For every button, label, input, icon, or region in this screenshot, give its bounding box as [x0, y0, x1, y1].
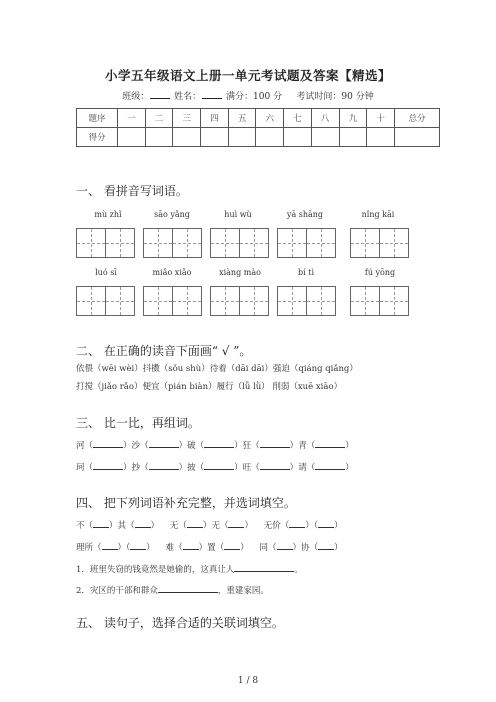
answer-blank[interactable]	[204, 460, 234, 470]
answer-blank[interactable]	[204, 438, 234, 448]
writing-grid[interactable]	[210, 286, 269, 316]
pinyin-label: bí tì	[298, 268, 314, 277]
answer-blank[interactable]	[93, 460, 123, 470]
score-header-cell: 二	[145, 109, 173, 128]
answer-blank[interactable]	[102, 540, 118, 550]
score-table	[76, 108, 440, 147]
idiom-part: 理所	[76, 543, 94, 553]
char: 请	[298, 463, 307, 473]
idiom-part: 不	[76, 521, 85, 531]
fill-sentence-1: 1．班里失窃的钱竟然是她偷的，这真让人 。	[76, 562, 303, 575]
idiom-part: 协	[301, 543, 310, 553]
idiom-part: 同	[259, 543, 269, 553]
answer-blank[interactable]	[234, 562, 294, 572]
score-row-label: 得分	[77, 128, 118, 147]
answer-blank[interactable]	[228, 518, 244, 528]
score-header-cell: 一	[118, 109, 146, 128]
char: 沙	[131, 441, 141, 451]
answer-blank[interactable]	[315, 460, 345, 470]
score-header-cell: 八	[311, 109, 339, 128]
answer-blank[interactable]	[318, 540, 334, 550]
writing-grid[interactable]	[76, 228, 135, 258]
pinyin-label: miǎo xiǎo	[152, 268, 192, 277]
reading-line: 依偎（wēi wèi）抖擞（sǒu shù）待着（dāi dāi）强迫（qiáng qiǎng）	[76, 364, 358, 374]
exam-time: 考试时间：90 分钟	[296, 92, 374, 102]
pinyin-label: luó sī	[95, 268, 117, 277]
idiom-part: 难	[165, 543, 175, 553]
name-label: 姓名：	[174, 92, 202, 102]
idiom-part: 无	[169, 521, 179, 531]
char: 旺	[242, 463, 252, 473]
answer-blank[interactable]	[224, 540, 240, 550]
idiom-row: 理所（ ）（ ） 难（ ）置（ ） 同（ ）协（ ）	[76, 540, 343, 553]
reading-line: 打搅（jiǎo rǎo）便宜（pián biàn）履行（lǚ lǜ） 削弱（xuē xiāo）	[76, 382, 343, 392]
answer-blank[interactable]	[135, 518, 151, 528]
score-cell[interactable]	[145, 128, 173, 147]
char: 抄	[131, 463, 141, 473]
answer-blank[interactable]	[93, 518, 109, 528]
idiom-part: 无价	[263, 521, 281, 531]
score-row	[77, 128, 440, 147]
pinyin-label: yā shāng	[286, 210, 324, 219]
answer-blank[interactable]	[260, 438, 290, 448]
answer-blank[interactable]	[289, 518, 305, 528]
score-header-cell: 七	[284, 109, 312, 128]
pinyin-label: mù zhǐ	[94, 210, 122, 219]
score-cell[interactable]	[173, 128, 201, 147]
idiom-part: 置	[207, 543, 216, 553]
class-blank[interactable]	[150, 89, 170, 99]
char: 青	[298, 441, 307, 451]
answer-blank[interactable]	[318, 518, 334, 528]
answer-blank[interactable]	[130, 540, 146, 550]
idiom-row: 不（ ）其（ ） 无（ ）无（ ） 无价（ ）（ ）	[76, 518, 343, 531]
idiom-part: 其	[117, 521, 127, 531]
answer-blank[interactable]	[93, 438, 123, 448]
writing-grid[interactable]	[210, 228, 269, 258]
class-label: 班级：	[122, 92, 150, 102]
score-header-cell: 四	[201, 109, 229, 128]
score-cell[interactable]	[311, 128, 339, 147]
answer-blank[interactable]	[183, 540, 199, 550]
exam-title: 小学五年级语文上册一单元考试题及答案【精选】	[104, 68, 391, 83]
compare-row: 珂（ ）抄（ ）披（ ）旺（ ）请（ ）	[76, 460, 354, 473]
section-5-title: 五、 读句子，选择合适的关联词填空。	[76, 616, 284, 630]
answer-blank[interactable]	[149, 438, 179, 448]
fill-sentence-2	[76, 583, 269, 596]
answer-blank[interactable]	[158, 583, 218, 593]
score-header-cell: 三	[173, 109, 201, 128]
name-blank[interactable]	[202, 89, 222, 99]
writing-grid[interactable]	[277, 228, 336, 258]
section-3-title: 三、 比一比，再组词。	[76, 416, 200, 430]
writing-grid[interactable]	[277, 286, 336, 316]
score-cell[interactable]	[118, 128, 146, 147]
exam-info	[0, 89, 496, 102]
score-cell[interactable]	[367, 128, 395, 147]
writing-grid[interactable]	[143, 286, 202, 316]
sentence-text: 2．灾区的干部和群众	[76, 586, 158, 596]
answer-blank[interactable]	[149, 460, 179, 470]
pinyin-label: nǐng kāi	[361, 210, 395, 219]
answer-blank[interactable]	[187, 518, 203, 528]
pinyin-label: huì wù	[224, 210, 252, 219]
writing-grid[interactable]	[143, 228, 202, 258]
writing-grid[interactable]	[76, 286, 135, 316]
score-cell[interactable]	[339, 128, 367, 147]
section-2-title: 二、 在正确的读音下面画“ √ ”。	[76, 344, 252, 358]
score-header-cell: 六	[256, 109, 284, 128]
section-4-title: 四、 把下列词语补充完整，并选词填空。	[76, 496, 296, 510]
sentence-text: ，重建家园。	[217, 586, 269, 596]
writing-grid[interactable]	[350, 286, 409, 316]
score-header-cell: 题序	[77, 109, 118, 128]
answer-blank[interactable]	[315, 438, 345, 448]
char: 披	[187, 463, 196, 473]
full-score: 满分：100 分	[226, 92, 283, 102]
score-cell[interactable]	[256, 128, 284, 147]
score-cell[interactable]	[201, 128, 229, 147]
idiom-part: 无	[211, 521, 220, 531]
char: 珂	[76, 463, 85, 473]
score-cell[interactable]	[284, 128, 312, 147]
char: 河	[76, 441, 85, 451]
pinyin-label: sāo yǎng	[154, 210, 190, 219]
section-1-title: 一、 看拼音写词语。	[76, 184, 188, 198]
answer-blank[interactable]	[260, 460, 290, 470]
answer-blank[interactable]	[277, 540, 293, 550]
score-header-cell: 十	[367, 109, 395, 128]
score-cell[interactable]	[395, 128, 440, 147]
score-header-cell: 五	[228, 109, 256, 128]
pinyin-label: xiàng mào	[219, 268, 261, 277]
score-header-cell: 九	[339, 109, 367, 128]
char: 狂	[242, 441, 252, 451]
pinyin-label: fú yōng	[364, 268, 396, 277]
compare-row: 河（ ）沙（ ）破（ ）狂（ ）青（ ）	[76, 438, 354, 451]
writing-grid[interactable]	[350, 228, 409, 258]
score-header-cell: 总分	[395, 109, 440, 128]
page-number: 1 / 8	[237, 676, 259, 686]
sentence-text: 1．班里失窃的钱竟然是她偷的，这真让人	[76, 565, 235, 575]
score-header-row	[77, 109, 440, 128]
score-cell[interactable]	[228, 128, 256, 147]
char: 破	[187, 441, 196, 451]
